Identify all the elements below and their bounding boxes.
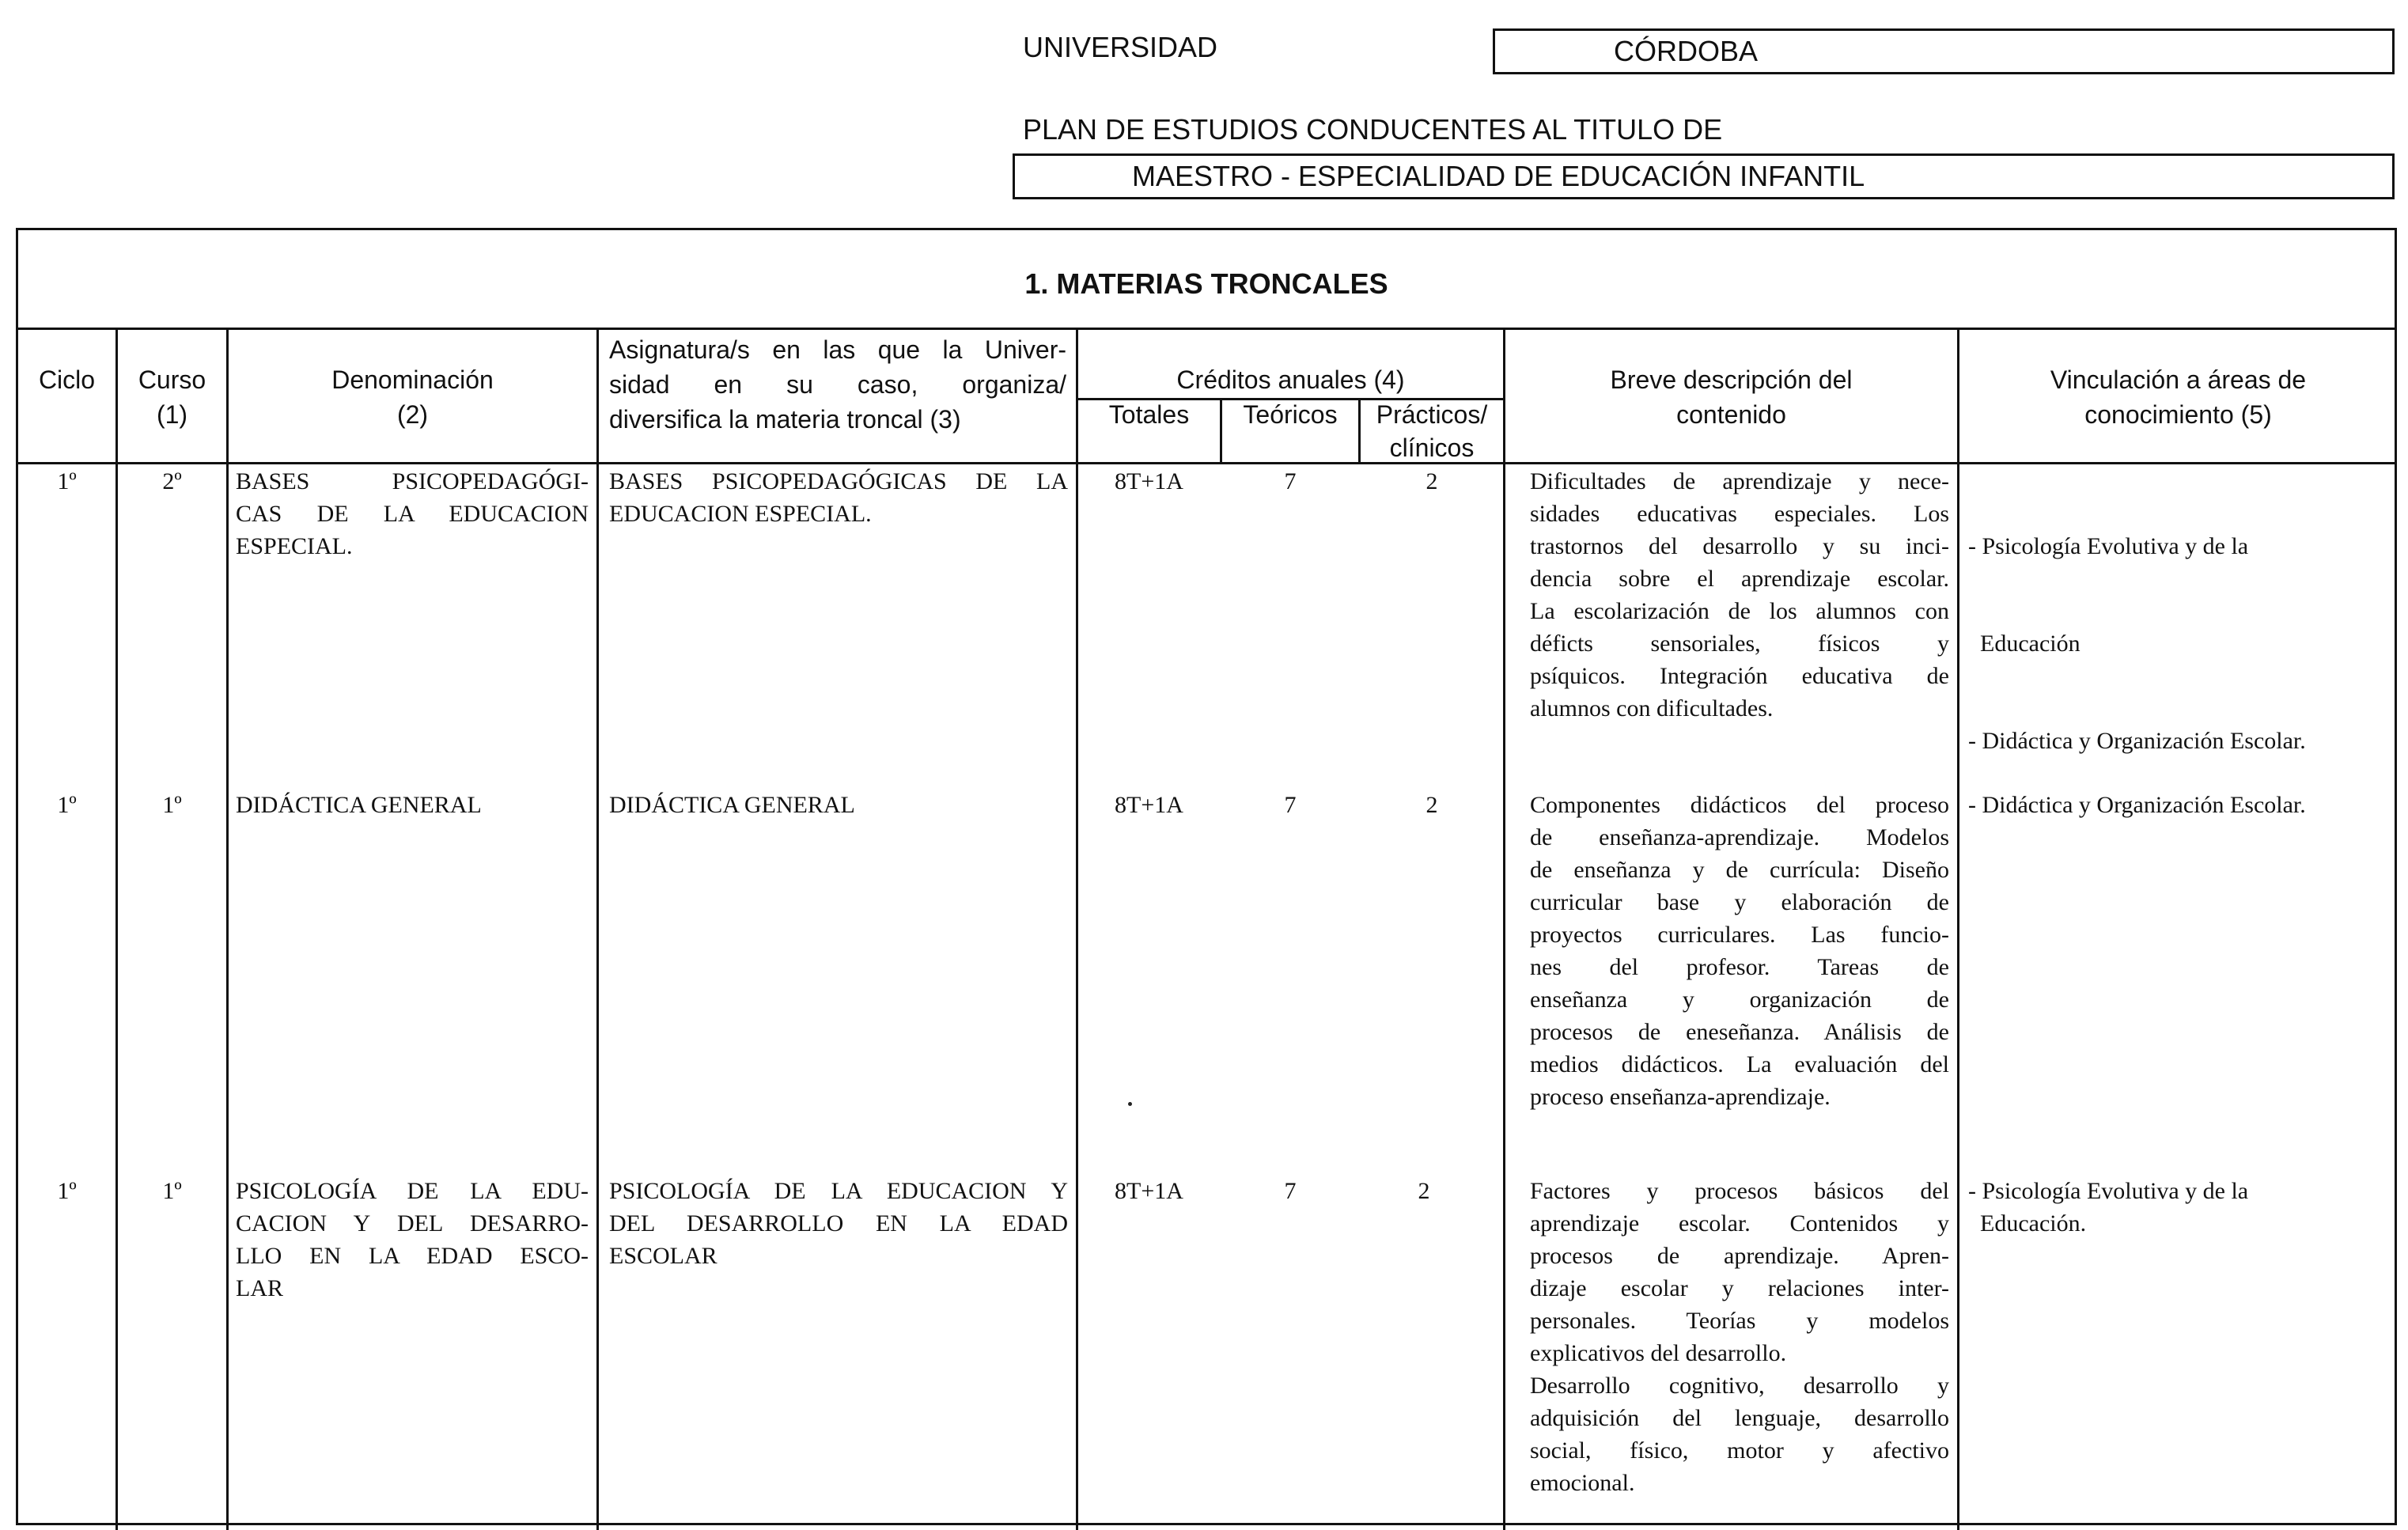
- row1-denominacion-line: CAS DE LA EDUCACION: [236, 501, 589, 527]
- row3-denominacion-line: CACION Y DEL DESARRO-: [236, 1210, 589, 1236]
- titulo-field: [1013, 153, 2395, 199]
- header-teoricos: Teóricos: [1243, 400, 1338, 429]
- row1-vinculacion-line: - Didáctica y Organización Escolar.: [1968, 728, 2306, 754]
- col-divider-denominacion: [596, 328, 599, 1530]
- row1-descripcion-line: alumnos con dificultades.: [1530, 695, 1774, 721]
- row1-asignatura-line: BASES PSICOPEDAGÓGICAS DE LA: [609, 468, 1068, 494]
- row3-descripcion-line: dizaje escolar y relaciones inter-: [1530, 1275, 1949, 1301]
- row3-descripcion-line: aprendizaje escolar. Contenidos y: [1530, 1210, 1949, 1236]
- universidad-label: UNIVERSIDAD: [1023, 31, 1218, 63]
- row1-descripcion: [1530, 465, 1949, 725]
- row3-asignatura-line: DEL DESARROLLO EN LA EDAD: [609, 1210, 1068, 1236]
- row3-denominacion-line: PSICOLOGÍA DE LA EDU-: [236, 1178, 589, 1204]
- row3-vinculacion-line: Educación.: [1968, 1210, 2087, 1236]
- header-practicos-line2: clínicos: [1389, 434, 1475, 462]
- row2-vinculacion-line: - Didáctica y Organización Escolar.: [1968, 792, 2306, 818]
- row3-descripcion-line: procesos de aprendizaje. Apren-: [1530, 1243, 1949, 1269]
- header-creditos: Créditos anuales (4): [1176, 365, 1405, 394]
- row1-denominacion-line: ESPECIAL.: [236, 533, 353, 559]
- row1-descripcion-line: trastornos del desarrollo y su inci-: [1530, 533, 1949, 559]
- row3-asignatura-line: PSICOLOGÍA DE LA EDUCACION Y: [609, 1178, 1068, 1204]
- row2-asignatura: [609, 789, 1068, 821]
- row3-denominacion-line: LAR: [236, 1275, 283, 1301]
- row3-curso: 1º: [162, 1178, 182, 1204]
- row1-descripcion-line: La escolarización de los alumnos con: [1530, 598, 1949, 624]
- row2-practicos: 2: [1425, 792, 1438, 818]
- header-ciclo: Ciclo: [38, 365, 96, 394]
- header-descripcion-line2: contenido: [1676, 400, 1786, 429]
- plan-label: PLAN DE ESTUDIOS CONDUCENTES AL TITULO DE: [1023, 113, 1723, 146]
- row1-descripcion-line: sidades educativas especiales. Los: [1530, 501, 1949, 527]
- row1-curso: 2º: [162, 468, 182, 494]
- header-asignatura-line3: diversifica la materia troncal (3): [609, 405, 961, 434]
- title-divider: [16, 328, 2397, 330]
- col-divider-asignatura: [1076, 328, 1078, 1530]
- row3-denominacion-line: LLO EN LA EDAD ESCO-: [236, 1243, 589, 1269]
- row2-ciclo: 1º: [57, 792, 77, 818]
- section-title: 1. MATERIAS TRONCALES: [1024, 267, 1388, 300]
- col-divider-curso: [226, 328, 229, 1530]
- header-vinculacion-line1: Vinculación a áreas de: [2050, 365, 2307, 394]
- row2-descripcion-line: nes del profesor. Tareas de: [1530, 954, 1949, 980]
- row2-asignatura-line: DIDÁCTICA GENERAL: [609, 792, 855, 818]
- header-asignatura-line1: Asignatura/s en las que la Univer-: [609, 335, 1066, 364]
- header-curso-line1: Curso: [138, 365, 206, 394]
- row3-descripcion-line: Factores y procesos básicos del: [1530, 1178, 1949, 1204]
- header-descripcion-line1: Breve descripción del: [1610, 365, 1853, 394]
- header-asignatura: [609, 332, 1066, 437]
- header-totales: Totales: [1108, 400, 1190, 429]
- row3-asignatura-line: ESCOLAR: [609, 1243, 717, 1269]
- row2-descripcion-line: proyectos curriculares. Las funcio-: [1530, 922, 1949, 948]
- header-denominacion-line2: (2): [396, 400, 429, 429]
- row3-teoricos: 7: [1284, 1178, 1297, 1204]
- row3-descripcion-line: Desarrollo cognitivo, desarrollo y: [1530, 1373, 1949, 1399]
- row3-vinculacion: [1968, 1175, 2395, 1240]
- header-curso-line2: (1): [156, 400, 188, 429]
- row3-descripcion-line: social, físico, motor y afectivo: [1530, 1437, 1949, 1464]
- row1-totales: 8T+1A: [1115, 468, 1183, 494]
- row1-vinculacion: [1968, 465, 2395, 790]
- header-denominacion: [229, 362, 596, 432]
- header-descripcion: [1505, 362, 1957, 432]
- row3-totales: 8T+1A: [1115, 1178, 1183, 1204]
- row3-asignatura: [609, 1175, 1068, 1272]
- row2-curso: 1º: [162, 792, 182, 818]
- row3-denominacion: [236, 1175, 589, 1305]
- row2-totales: 8T+1A: [1115, 792, 1183, 818]
- row1-ciclo: 1º: [57, 468, 77, 494]
- row2-teoricos: 7: [1284, 792, 1297, 818]
- row3-descripcion-line: personales. Teorías y modelos: [1530, 1308, 1949, 1334]
- row2-descripcion-line: Componentes didácticos del proceso: [1530, 792, 1949, 818]
- row3-ciclo: 1º: [57, 1178, 77, 1204]
- universidad-value: CÓRDOBA: [1614, 35, 1759, 67]
- row2-denominacion: [236, 789, 589, 821]
- row1-asignatura-line: EDUCACION ESPECIAL.: [609, 501, 872, 527]
- row1-descripcion-line: dencia sobre el aprendizaje escolar.: [1530, 566, 1949, 592]
- universidad-field: [1493, 28, 2395, 74]
- row2-descripcion-line: proceso enseñanza-aprendizaje.: [1530, 1084, 1831, 1110]
- header-denominacion-line1: Denominación: [331, 365, 494, 394]
- header-bottom-divider: [16, 462, 2397, 464]
- row1-vinculacion-line: - Psicología Evolutiva y de la: [1968, 533, 2249, 559]
- row1-practicos: 2: [1425, 468, 1438, 494]
- row2-descripcion-line: curricular base y elaboración de: [1530, 889, 1949, 915]
- row2-descripcion-line: procesos de eneseñanza. Análisis de: [1530, 1019, 1949, 1045]
- col-divider-ciclo: [115, 328, 118, 1530]
- row1-descripcion-line: déficts sensoriales, físicos y: [1530, 631, 1949, 657]
- header-asignatura-line2: sidad en su caso, organiza/: [609, 370, 1066, 399]
- row3-practicos: 2: [1418, 1178, 1430, 1204]
- row1-descripcion-line: psíquicos. Integración educativa de: [1530, 663, 1949, 689]
- row3-descripcion-line: explicativos del desarrollo.: [1530, 1340, 1787, 1366]
- row2-descripcion-line: de enseñanza-aprendizaje. Modelos: [1530, 824, 1949, 850]
- row2-descripcion-line: medios didácticos. La evaluación del: [1530, 1051, 1949, 1077]
- header-vinculacion-line2: conocimiento (5): [2084, 400, 2272, 429]
- row3-descripcion-line: adquisición del lenguaje, desarrollo: [1530, 1405, 1949, 1431]
- row2-descripcion-line: de enseñanza y de currícula: Diseño: [1530, 857, 1949, 883]
- col-divider-creditos: [1503, 328, 1505, 1530]
- header-curso: [118, 362, 226, 432]
- header-practicos-line1: Prácticos/: [1376, 400, 1488, 429]
- row2-descripcion-line: enseñanza y organización de: [1530, 987, 1949, 1013]
- row3-descripcion: [1530, 1175, 1949, 1499]
- row1-denominacion-line: BASES PSICOPEDAGÓGI-: [236, 468, 589, 494]
- row1-vinculacion-line: Educación: [1968, 631, 2080, 657]
- row2-denominacion-line: DIDÁCTICA GENERAL: [236, 792, 482, 818]
- col-divider-descripcion: [1957, 328, 1959, 1530]
- row2-vinculacion: [1968, 789, 2395, 821]
- header-practicos: [1361, 397, 1503, 464]
- header-vinculacion: [1959, 362, 2397, 432]
- row2-descripcion: [1530, 789, 1949, 1113]
- row3-descripcion-line: emocional.: [1530, 1470, 1635, 1496]
- scan-speck: [1128, 1102, 1132, 1106]
- row3-vinculacion-line: - Psicología Evolutiva y de la: [1968, 1178, 2249, 1204]
- row1-descripcion-line: Dificultades de aprendizaje y nece-: [1530, 468, 1949, 494]
- titulo-value: MAESTRO - ESPECIALIDAD DE EDUCACIÓN INFANTIL: [1132, 160, 1865, 192]
- row1-asignatura: [609, 465, 1068, 530]
- row1-denominacion: [236, 465, 589, 562]
- row1-teoricos: 7: [1284, 468, 1297, 494]
